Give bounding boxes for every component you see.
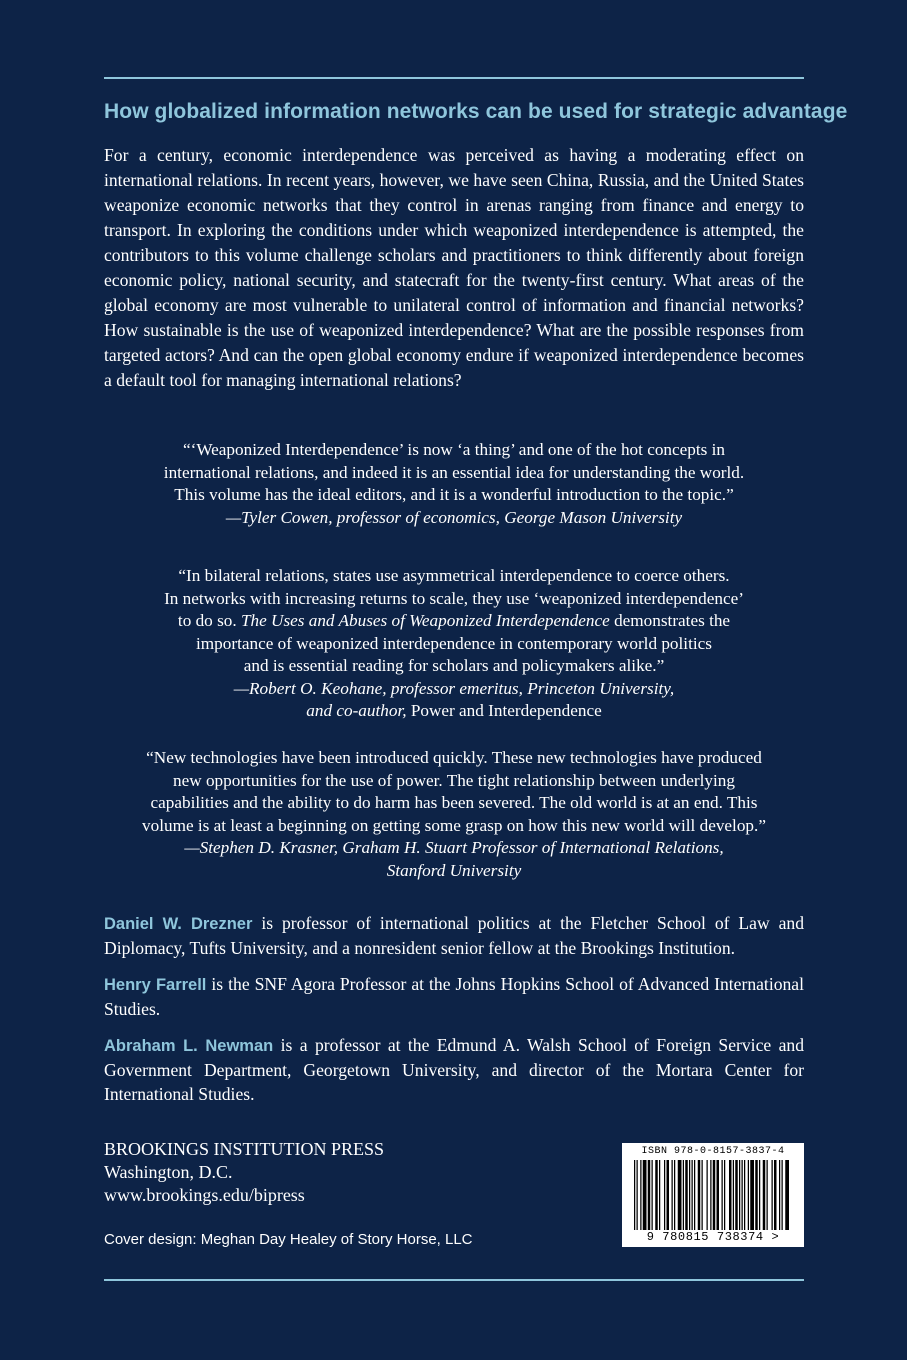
barcode-bar — [685, 1160, 688, 1230]
author-name: Henry Farrell — [104, 976, 207, 994]
barcode-bar — [692, 1160, 693, 1230]
barcode-bar — [648, 1160, 651, 1230]
book-title: The Uses and Abuses of Weaponized Interdependence — [240, 611, 610, 630]
barcode-bar — [664, 1160, 665, 1230]
barcode-bar — [750, 1160, 754, 1230]
barcode-bar — [698, 1160, 701, 1230]
barcode-bar — [759, 1160, 760, 1230]
endorsement-keohane — [104, 565, 804, 723]
barcode-bar — [702, 1160, 703, 1230]
bio-text: is a professor at the Edmund A. Walsh School of Foreign Service and Government Department, Georgetown University, and director of the Mortara Center for International Studies. — [104, 1035, 804, 1104]
barcode-bar — [735, 1160, 738, 1230]
barcode-bar — [755, 1160, 758, 1230]
barcode-bar — [683, 1160, 684, 1230]
barcode-digits: 9 780815 738374 > — [646, 1230, 780, 1244]
quote-line: international relations, and indeed it is an essential idea for understanding the world. — [163, 462, 745, 482]
barcode-bar — [637, 1160, 638, 1230]
barcode-bar — [779, 1160, 780, 1230]
isbn-barcode — [622, 1143, 804, 1247]
barcode-bar — [710, 1160, 711, 1230]
barcode-bar — [640, 1160, 641, 1230]
barcode-bar — [674, 1160, 675, 1230]
quote-line: and is essential reading for scholars and policymakers alike.” — [243, 656, 665, 675]
bottom-rule — [104, 1279, 804, 1281]
quote-attribution: —Stephen D. Krasner, Graham H. Stuart Professor of International Relations, — [184, 838, 724, 857]
publisher-city: Washington, D.C. — [104, 1162, 233, 1182]
quote-attribution: —Robert O. Keohane, professor emeritus, Princeton University, — [233, 678, 675, 698]
barcode-bar — [672, 1160, 673, 1230]
barcode-bar — [724, 1160, 725, 1230]
barcode-bar — [694, 1160, 695, 1230]
quote-line: “‘Weaponized Interdependence’ is now ‘a thing’ and one of the hot concepts in — [182, 440, 726, 459]
quote-line: new opportunities for the use of power. The tight relationship between underlying — [173, 770, 735, 790]
barcode-bar — [739, 1160, 740, 1230]
barcode-bar — [678, 1160, 682, 1230]
barcode-bar — [713, 1160, 716, 1230]
barcode-bars — [632, 1160, 792, 1230]
cover-credit: Cover design: Meghan Day Healey of Story Horse, LLC — [104, 1231, 473, 1248]
quote-text: to do so. — [177, 611, 237, 630]
quote-text: demonstrates the — [614, 611, 731, 630]
description-blurb: For a century, economic interdependence was perceived as having a moderating effect on international relations. In recent years, however, we have seen China, Russia, and the United States weaponize economic networks that they control in arenas ranging from finance and energy to transport. In exploring the conditions under which weaponized interdependence is attempted, the contributors to this volume challenge scholars and practitioners to think differently about foreign economic policy, national security, and statecraft for the twenty-first century. What areas of the global economy are most vulnerable to unilateral control of information and financial networks? How sustainable is the use of weaponized interdependence? What are the possible responses from targeted actors? And can the open global economy endure if weaponized interdependence becomes a default tool for managing international relations? — [104, 145, 804, 390]
top-rule — [104, 77, 804, 79]
quote-line: importance of weaponized interdependence in contemporary world politics — [196, 633, 712, 653]
quote-line: volume is at least a beginning on getting some grasp on how this new world will develop.” — [142, 815, 766, 835]
quote-line: This volume has the ideal editors, and it is a wonderful introduction to the topic.” — [174, 485, 734, 504]
quote-attribution: Stanford University — [386, 860, 522, 880]
bio-text: is professor of international politics at the Fletcher School of Law and Diplomacy, Tufts University, and a nonresident senior fellow at the Brookings Institution. — [104, 913, 804, 958]
barcode-bar — [722, 1160, 723, 1230]
barcode-bar — [729, 1160, 732, 1230]
barcode-bar — [655, 1160, 658, 1230]
barcode-bar — [744, 1160, 745, 1230]
barcode-bar — [659, 1160, 660, 1230]
quote-line — [104, 610, 804, 633]
endorsement-cowen — [104, 439, 804, 529]
headline: How globalized information networks can be used for strategic advantage — [104, 100, 848, 123]
barcode-bar — [689, 1160, 690, 1230]
quote-line: “In bilateral relations, states use asymmetrical interdependence to coerce others. — [178, 566, 730, 585]
barcode-bar — [748, 1160, 749, 1230]
barcode-bar — [772, 1160, 773, 1230]
quote-line: In networks with increasing returns to scale, they use ‘weaponized interdependence’ — [164, 588, 744, 608]
author-name: Daniel W. Drezner — [104, 915, 253, 933]
endorsement-krasner — [104, 747, 804, 882]
quote-attribution: —Tyler Cowen, professor of economics, George Mason University — [225, 507, 683, 527]
quote-line: “New technologies have been introduced quickly. These new technologies have produced — [146, 748, 762, 767]
quote-line: capabilities and the ability to do harm has been severed. The old world is at an end. This — [150, 793, 758, 812]
barcode-bar — [717, 1160, 720, 1230]
bio-newman — [104, 1033, 804, 1106]
publisher-name: BROOKINGS INSTITUTION PRESS — [104, 1139, 385, 1159]
barcode-bar — [707, 1160, 708, 1230]
author-name: Abraham L. Newman — [104, 1037, 274, 1055]
publisher-block — [104, 1138, 384, 1207]
bio-text: is the SNF Agora Professor at the Johns Hopkins School of Advanced International Studies. — [104, 974, 804, 1019]
attribution-text: and co-author, — [306, 701, 407, 720]
barcode-bar — [667, 1160, 670, 1230]
barcode-bar — [733, 1160, 734, 1230]
barcode-bar — [774, 1160, 777, 1230]
isbn-label: ISBN 978-0-8157-3837-4 — [641, 1146, 785, 1157]
barcode-bar — [643, 1160, 647, 1230]
quote-attribution — [104, 700, 804, 723]
bio-drezner — [104, 911, 804, 960]
barcode-bar — [782, 1160, 783, 1230]
attribution-book-title: Power and Interdependence — [410, 701, 602, 720]
barcode-bar — [652, 1160, 653, 1230]
bio-farrell — [104, 972, 804, 1021]
publisher-url: www.brookings.edu/bipress — [104, 1185, 305, 1205]
barcode-bar — [763, 1160, 766, 1230]
barcode-bar — [742, 1160, 743, 1230]
barcode-bar — [785, 1160, 789, 1230]
barcode-bar — [767, 1160, 768, 1230]
barcode-bar — [634, 1160, 635, 1230]
